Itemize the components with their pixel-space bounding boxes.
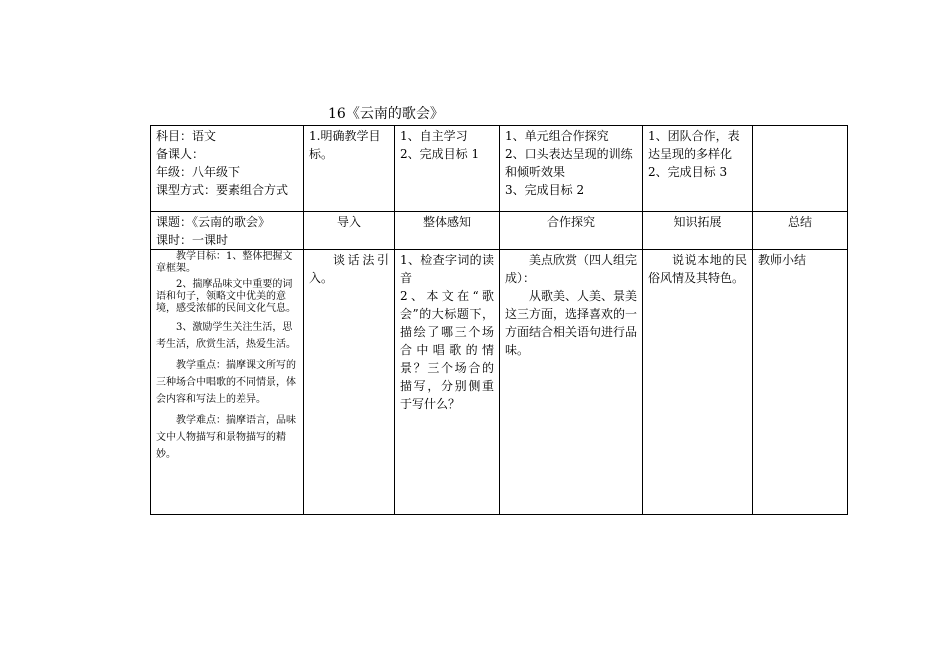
grade-text: 年级：八年级下 xyxy=(156,165,241,179)
lesson-type-text: 课型方式：要素组合方式 xyxy=(156,183,289,197)
objective-text: 3、激励学生关注生活，思考生活，欣赏生活，热爱生活。 xyxy=(156,322,296,350)
goal-text: 2、完成目标 1 xyxy=(400,147,480,161)
goal-cell-intro xyxy=(304,126,395,212)
explore-cell xyxy=(500,250,643,515)
lesson-plan-table xyxy=(150,125,848,515)
topic-text: 课题：《云南的歌会》 xyxy=(156,215,271,229)
duration-text: 课时：一课时 xyxy=(156,233,229,247)
explore-text: 从歌美、人美、景美这三方面，选择喜欢的一方面结合相关语句进行品味。 xyxy=(505,289,638,357)
perception-text: 1、检查字词的读音 xyxy=(400,253,494,285)
goal-text: 1、团队合作，表达呈现的多样化 xyxy=(648,129,740,161)
key-point-text: 教学重点：揣摩课文所写的三种场合中唱歌的不同情景，体会内容和写法上的差异。 xyxy=(156,360,296,405)
course-info-cell xyxy=(151,126,304,212)
step-header-extension: 知识拓展 xyxy=(643,212,753,250)
goal-cell-summary xyxy=(753,126,848,212)
document-title: 16《云南的歌会》 xyxy=(328,106,444,122)
objective-text: 2、揣摩品味文中重要的词语和句子，领略文中优美的意境，感受浓郁的民间文化气息。 xyxy=(156,279,296,314)
goal-text: 1、自主学习 xyxy=(400,129,468,143)
objective-text: 教学目标：1、整体把握文章框架。 xyxy=(156,251,293,274)
goal-text: 1.明确教学目标。 xyxy=(309,129,381,161)
intro-text: 谈话法引入。 xyxy=(309,253,389,285)
header-row xyxy=(151,212,848,250)
step-header-summary: 总结 xyxy=(753,212,848,250)
goal-text: 1、单元组合作探究 xyxy=(505,129,609,143)
step-header-intro: 导入 xyxy=(304,212,395,250)
step-header-explore: 合作探究 xyxy=(500,212,643,250)
extension-text: 说说本地的民俗风情及其特色。 xyxy=(648,253,747,285)
goal-cell-extension xyxy=(643,126,753,212)
goal-text: 3、完成目标 2 xyxy=(505,183,585,197)
objectives-cell xyxy=(151,250,304,515)
topic-cell xyxy=(151,212,304,250)
summary-cell xyxy=(753,250,848,515)
difficulty-text: 教学难点：揣摩语言，品味文中人物描写和景物描写的精妙。 xyxy=(156,415,296,460)
intro-cell xyxy=(304,250,395,515)
summary-text: 教师小结 xyxy=(758,253,807,267)
goal-cell-perception xyxy=(395,126,500,212)
perception-cell xyxy=(395,250,500,515)
extension-cell xyxy=(643,250,753,515)
goal-cell-explore xyxy=(500,126,643,212)
step-header-perception: 整体感知 xyxy=(395,212,500,250)
goal-text: 2、口头表达呈现的训练和倾听效果 xyxy=(505,147,633,179)
goals-row xyxy=(151,126,848,212)
content-row xyxy=(151,250,848,515)
subject-text: 科目：语文 xyxy=(156,129,217,143)
preparer-text: 备课人： xyxy=(156,147,205,161)
explore-text: 美点欣赏（四人组完成）： xyxy=(505,253,638,285)
perception-text: 2、本文在“歌会”的大标题下，描绘了哪三个场合中唱歌的情景？三个场合的描写，分别侧重于写什么？ xyxy=(400,289,494,411)
goal-text: 2、完成目标 3 xyxy=(648,165,728,179)
